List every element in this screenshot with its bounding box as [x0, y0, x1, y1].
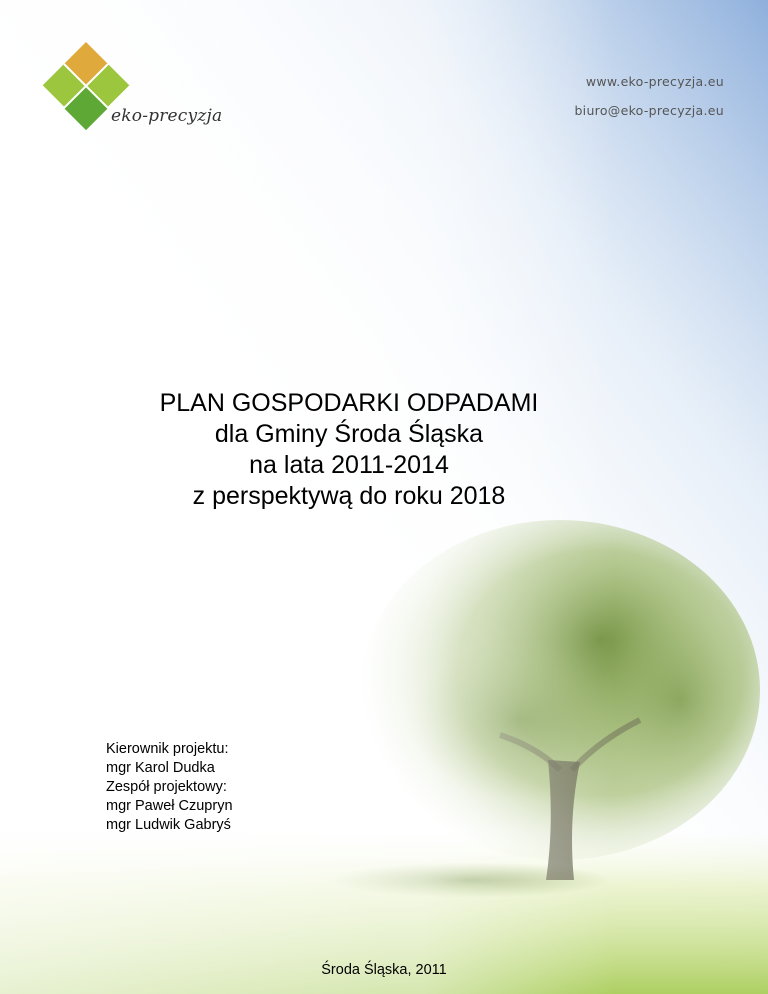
website-link[interactable]: www.eko-precyzja.eu	[585, 74, 724, 89]
company-logo	[38, 42, 238, 134]
title-line-2: dla Gminy Środa Śląska	[214, 420, 484, 448]
logo-wordmark: eko-precyzja	[111, 106, 223, 126]
team-member: mgr Paweł Czupryn	[106, 798, 233, 814]
manager-name: mgr Karol Dudka	[106, 760, 215, 776]
title-line-3: na lata 2011-2014	[249, 451, 449, 479]
manager-label: Kierownik projektu:	[106, 741, 229, 757]
email-link[interactable]: biuro@eko-precyzja.eu	[574, 103, 724, 118]
team-label: Zespół projektowy:	[106, 779, 227, 795]
document-title	[0, 388, 698, 512]
title-line-4: z perspektywą do roku 2018	[192, 482, 506, 510]
team-member: mgr Ludwik Gabryś	[106, 817, 231, 833]
title-line-1: PLAN GOSPODARKI ODPADAMI	[159, 389, 539, 417]
place-and-date: Środa Śląska, 2011	[321, 962, 447, 978]
project-team	[106, 740, 233, 835]
contact-info	[574, 67, 724, 125]
footer	[0, 962, 768, 978]
